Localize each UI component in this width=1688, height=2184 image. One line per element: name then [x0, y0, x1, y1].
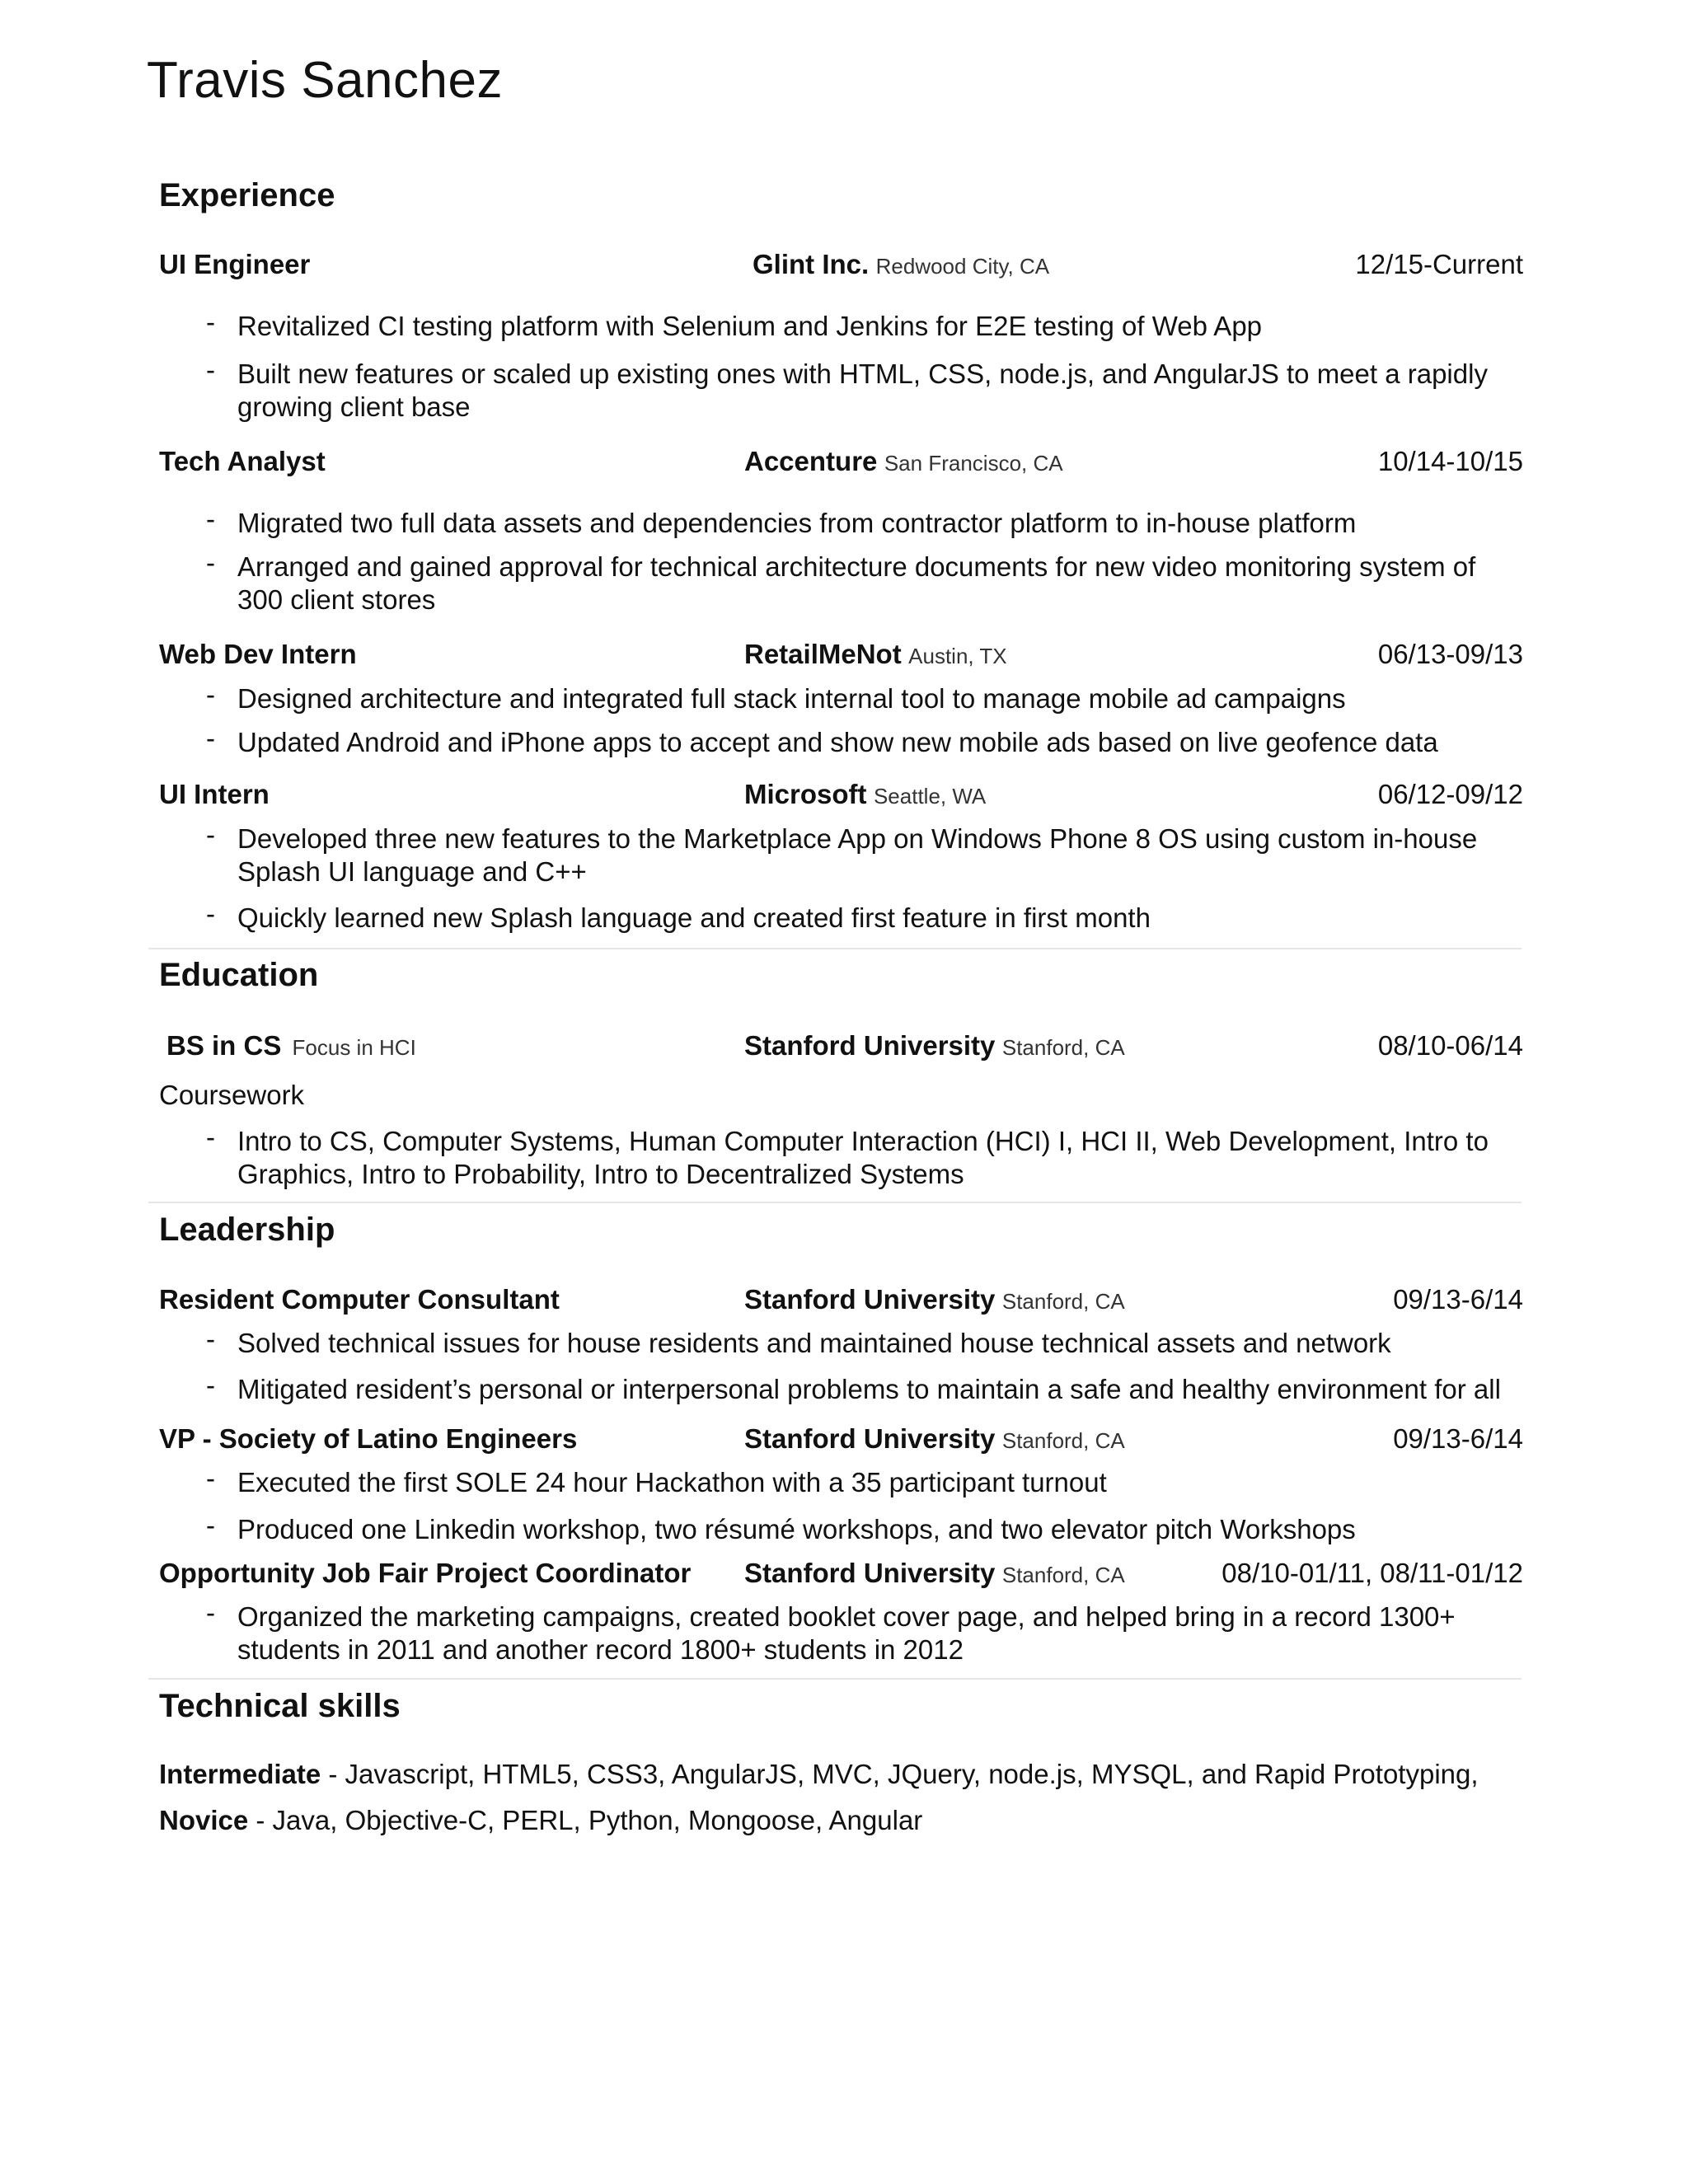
job-dates: 06/12-09/12	[1377, 779, 1523, 809]
bullet-dash: -	[206, 547, 215, 578]
org-name: RetailMeNot	[744, 639, 902, 669]
org-name: Stanford University	[744, 1423, 996, 1454]
job-role: UI Engineer	[159, 249, 311, 279]
coursework-label: Coursework	[159, 1080, 305, 1110]
job-org	[753, 249, 1049, 280]
job-dates: 10/14-10/15	[1377, 446, 1523, 476]
bullet-dash: -	[206, 1324, 215, 1354]
education-org	[744, 1030, 1125, 1062]
leadership-role: Resident Computer Consultant	[159, 1284, 560, 1315]
skill-level-label: Novice	[159, 1805, 249, 1835]
org-location: San Francisco, CA	[884, 451, 1063, 476]
bullet-text: Solved technical issues for house residents and maintained house technical assets and network	[237, 1328, 1391, 1358]
leadership-dates: 08/10-01/11, 08/11-01/12	[1221, 1558, 1523, 1588]
bullet-dash: -	[206, 1122, 215, 1152]
org-name: Stanford University	[744, 1558, 996, 1588]
bullet-dash: -	[206, 898, 215, 929]
coursework-text: Intro to CS, Computer Systems, Human Computer Interaction (HCI) I, HCI II, Web Development, Intro to Graphics, Intro to Probability, Intro to Decentralized Systems	[237, 1126, 1489, 1189]
skill-level-label: Intermediate	[159, 1759, 321, 1789]
bullet-dash: -	[206, 307, 215, 337]
skill-list: - Javascript, HTML5, CSS3, AngularJS, MVC, JQuery, node.js, MYSQL, and Rapid Prototyping,	[321, 1759, 1479, 1789]
bullet-dash: -	[206, 819, 215, 850]
bullet-dash: -	[206, 723, 215, 753]
org-name: Accenture	[744, 446, 878, 476]
org-location: Stanford, CA	[1001, 1563, 1125, 1587]
bullet-dash: -	[206, 679, 215, 710]
section-divider	[148, 1678, 1522, 1680]
section-title-experience: Experience	[159, 177, 335, 213]
section-title-education: Education	[159, 957, 319, 993]
section-divider	[148, 1202, 1522, 1203]
leadership-row	[0, 1284, 1688, 1324]
org-location: Austin, TX	[908, 644, 1007, 668]
bullet-text: Built new features or scaled up existing ones with HTML, CSS, node.js, and AngularJS to meet a rapidly growing client base	[237, 359, 1488, 422]
bullet-text: Migrated two full data assets and dependencies from contractor platform to in-house platform	[237, 508, 1357, 538]
leadership-dates: 09/13-6/14	[1393, 1284, 1523, 1315]
org-name: Glint Inc.	[753, 249, 870, 279]
bullet-text: Organized the marketing campaigns, created booklet cover page, and helped bring in a record 1300+ students in 2011 and another record 1800+ students in 2012	[237, 1601, 1456, 1665]
leadership-role: Opportunity Job Fair Project Coordinator	[159, 1558, 692, 1588]
bullet-text: Updated Android and iPhone apps to accept and show new mobile ads based on live geofence data	[237, 727, 1438, 757]
job-role: UI Intern	[159, 779, 270, 809]
org-name: Stanford University	[744, 1030, 996, 1061]
org-name: Stanford University	[744, 1284, 996, 1315]
degree	[166, 1030, 416, 1062]
job-dates: 12/15-Current	[1355, 249, 1523, 279]
leadership-row	[0, 1423, 1688, 1463]
job-role: Web Dev Intern	[159, 639, 357, 669]
leadership-org	[744, 1558, 1125, 1589]
resume-name: Travis Sanchez	[147, 52, 503, 109]
bullet-dash: -	[206, 1463, 215, 1493]
job-row	[0, 249, 1688, 288]
bullet-text: Mitigated resident’s personal or interpersonal problems to maintain a safe and healthy environment for all	[237, 1374, 1501, 1404]
org-location: Seattle, WA	[873, 784, 987, 808]
bullet-dash: -	[206, 1597, 215, 1628]
bullet-text: Executed the first SOLE 24 hour Hackathon with a 35 participant turnout	[237, 1467, 1107, 1497]
job-org	[744, 446, 1063, 477]
leadership-role: VP - Society of Latino Engineers	[159, 1423, 578, 1454]
bullet-text: Produced one Linkedin workshop, two résumé workshops, and two elevator pitch Workshops	[237, 1514, 1356, 1544]
skill-list: - Java, Objective-C, PERL, Python, Mongoose, Angular	[248, 1805, 923, 1835]
bullet-text: Developed three new features to the Marketplace App on Windows Phone 8 OS using custom in-house Splash UI language and C++	[237, 823, 1478, 887]
section-title-leadership: Leadership	[159, 1212, 335, 1248]
education-dates: 08/10-06/14	[1377, 1030, 1523, 1061]
leadership-row	[0, 1558, 1688, 1597]
job-row	[0, 639, 1688, 678]
job-dates: 06/13-09/13	[1377, 639, 1523, 669]
job-role: Tech Analyst	[159, 446, 326, 476]
bullet-text: Revitalized CI testing platform with Selenium and Jenkins for E2E testing of Web App	[237, 311, 1263, 341]
bullet-dash: -	[206, 354, 215, 385]
degree-name: BS in CS	[166, 1030, 282, 1061]
job-org	[744, 639, 1007, 670]
bullet-text: Quickly learned new Splash language and created first feature in first month	[237, 902, 1151, 933]
section-title-skills: Technical skills	[159, 1688, 401, 1724]
leadership-org	[744, 1284, 1125, 1315]
bullet-text: Designed architecture and integrated full stack internal tool to manage mobile ad campaigns	[237, 683, 1346, 714]
job-row	[0, 779, 1688, 818]
bullet-dash: -	[206, 504, 215, 534]
education-row	[0, 1030, 1688, 1070]
bullet-dash: -	[206, 1370, 215, 1400]
org-location: Stanford, CA	[1001, 1035, 1125, 1060]
leadership-dates: 09/13-6/14	[1393, 1423, 1523, 1454]
org-name: Microsoft	[744, 779, 867, 809]
job-row	[0, 446, 1688, 485]
degree-focus: Focus in HCI	[292, 1035, 416, 1060]
org-location: Stanford, CA	[1001, 1289, 1125, 1314]
skills-novice	[159, 1805, 922, 1836]
section-divider	[148, 948, 1522, 949]
org-location: Stanford, CA	[1001, 1428, 1125, 1453]
bullet-dash: -	[206, 1510, 215, 1540]
job-org	[744, 779, 986, 810]
skills-intermediate	[159, 1759, 1479, 1790]
leadership-org	[744, 1423, 1125, 1455]
bullet-text: Arranged and gained approval for technical architecture documents for new video monitoring system of 300 client stores	[237, 551, 1476, 615]
org-location: Redwood City, CA	[875, 254, 1050, 279]
